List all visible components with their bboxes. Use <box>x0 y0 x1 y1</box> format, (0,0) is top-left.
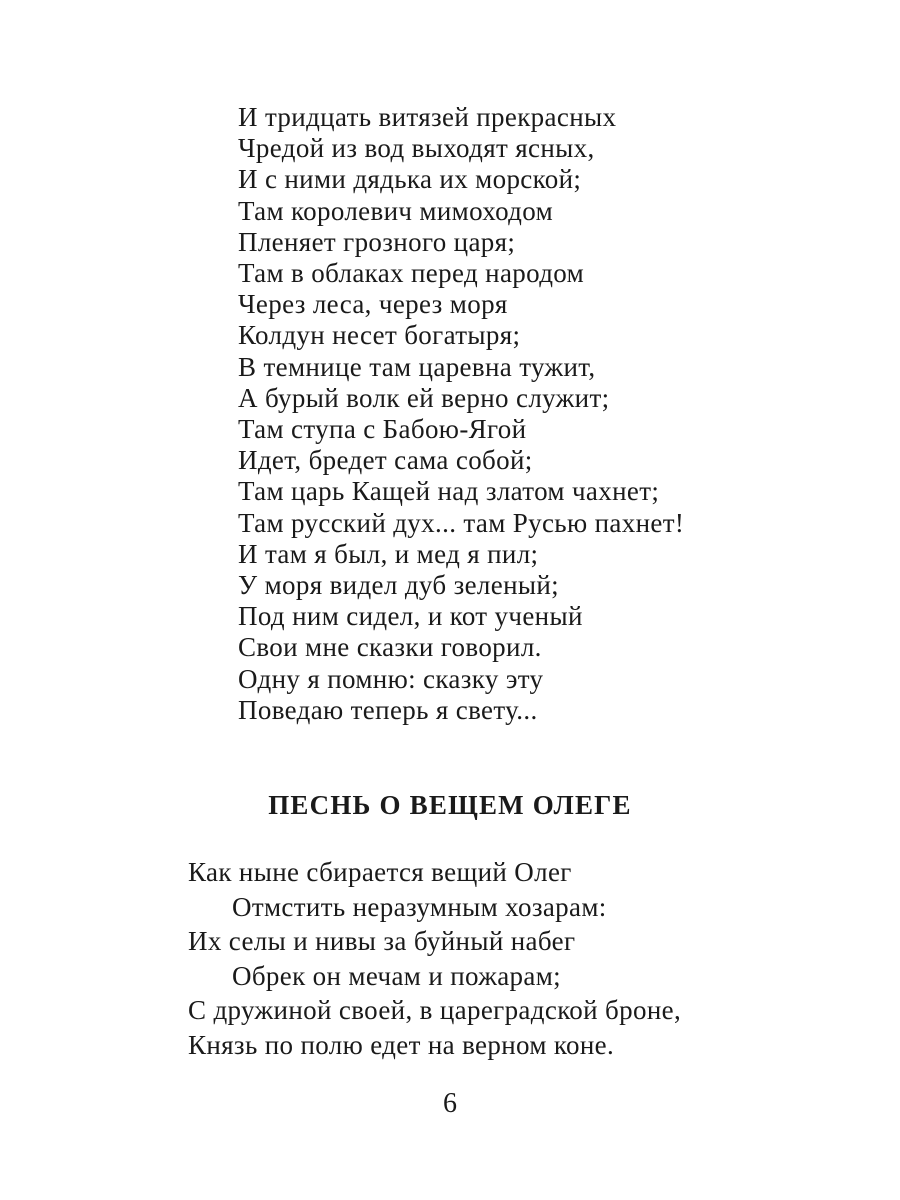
ballad-line: Как ныне сбирается вещий Олег <box>188 857 572 887</box>
poem-line: Там русский дух... там Русью пахнет! <box>238 507 685 538</box>
poem-line: Пленяет грозного царя; <box>238 226 516 257</box>
poem-line: В темнице там царевна тужит, <box>238 351 596 382</box>
poem-line: Там в облаках перед народом <box>238 258 585 289</box>
poem-line: У моря видел дуб зеленый; <box>238 570 560 601</box>
poem-stanza <box>238 102 798 726</box>
poem-line: Колдун несет богатыря; <box>238 320 521 351</box>
poem-line: И тридцать витязей прекрасных <box>238 102 617 132</box>
ballad-line: Отмстить неразумным хозарам: <box>232 891 607 922</box>
poem-line: А бурый волк ей верно служит; <box>238 382 610 413</box>
poem-line: Поведаю теперь я свету... <box>238 694 538 725</box>
ballad-line: Обрек он мечам и пожарам; <box>232 960 562 991</box>
poem-line: Там ступа с Бабою-Ягой <box>238 414 527 445</box>
poem-line: Идет, бредет сама собой; <box>238 445 533 476</box>
poem-line: Одну я помню: сказку эту <box>238 663 544 694</box>
ballad-stanza <box>188 855 828 1063</box>
ballad-line: С дружиной своей, в цареградской броне, <box>188 995 682 1026</box>
ballad-line: Князь по полю едет на верном коне. <box>188 1029 615 1060</box>
poem-line: Свои мне сказки говорил. <box>238 632 542 663</box>
poem-line: Чредой из вод выходят ясных, <box>238 133 595 164</box>
poem-line: И там я был, и мед я пил; <box>238 538 539 569</box>
poem-line: Через леса, через моря <box>238 289 508 320</box>
ballad-line: Их селы и нивы за буйный набег <box>188 926 576 957</box>
poem-line: Под ним сидел, и кот ученый <box>238 601 583 632</box>
section-title: ПЕСНЬ О ВЕЩЕМ ОЛЕГЕ <box>268 790 632 820</box>
poem-line: И с ними дядька их морской; <box>238 164 582 195</box>
page-number: 6 <box>443 1088 457 1119</box>
poem-line: Там царь Кащей над златом чахнет; <box>238 476 660 507</box>
poem-line: Там королевич мимоходом <box>238 195 554 226</box>
